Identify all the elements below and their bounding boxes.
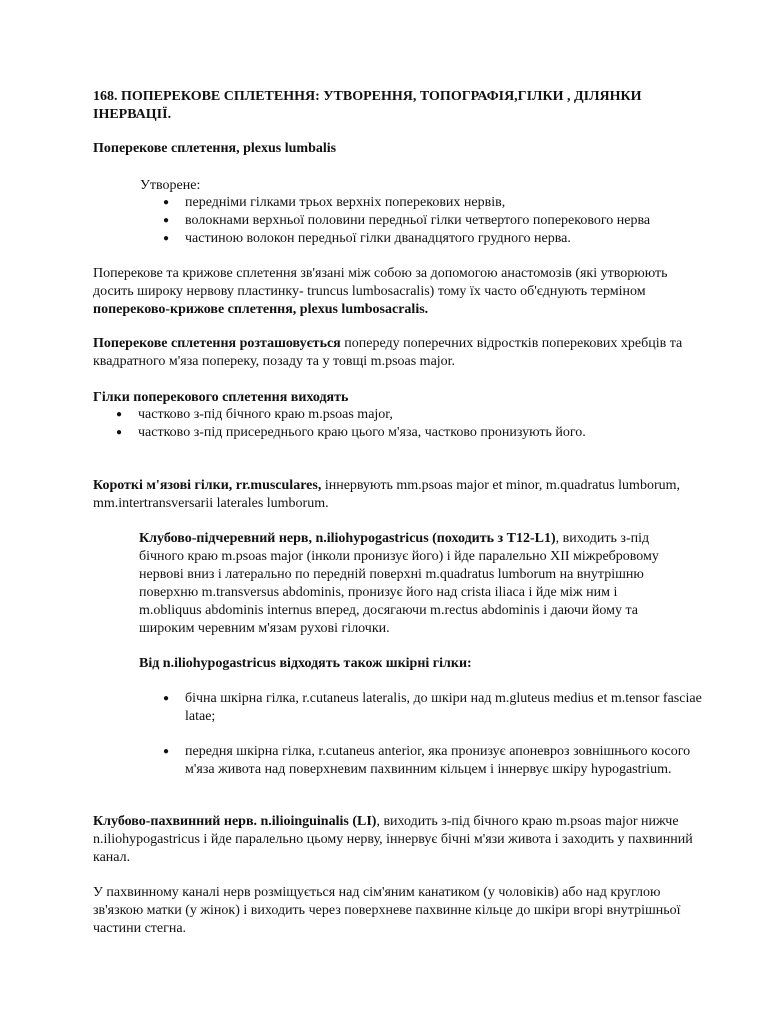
section-subtitle: Поперекове сплетення, plexus lumbalis — [93, 141, 337, 156]
paragraph-text: іннервують mm.psoas major et minor, m.quadratus lumborum, mm.intertransversarii laterales lumborum. — [93, 478, 681, 511]
list-item: ● частиною волокон передньої гілки дванадцятого грудного нерва. — [163, 230, 723, 248]
formed-list — [163, 194, 723, 248]
paragraph-text: Поперекове та крижове сплетення зв'язані між собою за допомогою анастомозів (які утворюють досить широку нервову пластинку- truncus lumbosacralis) тому їх часто об'єднують терміном — [93, 266, 668, 299]
paragraph-ilioinguinal — [93, 813, 693, 867]
skin-branches-heading: Від n.iliohypogastricus відходять також шкірні гілки: — [139, 656, 472, 671]
paragraph-text: , виходить з-під бічного краю m.psoas major нижче n.iliohypogastricus і йде паралельно цьому нерву, іннервує бічні м'язи живота і заходить у пахвинний канал. — [93, 814, 693, 865]
branches-heading: Гілки поперекового сплетення виходять — [93, 390, 349, 405]
paragraph-bold: Клубово-пахвинний нерв. n.ilioinguinalis (LI) — [93, 814, 377, 829]
paragraph-bold: Клубово-підчеревний нерв, n.iliohypogastricus (походить з T12-L1) — [139, 531, 556, 546]
list-item: ● волокнами верхньої половини передньої гілки четвертого поперекового нерва — [163, 212, 723, 230]
paragraph-bold: Короткі м'язові гілки, rr.musculares, — [93, 478, 322, 493]
list-item: ● передніми гілками трьох верхніх поперекових нервів, — [163, 194, 723, 212]
formed-label: Утворене: — [140, 178, 201, 193]
paragraph-iliohypogastric — [139, 530, 679, 638]
branches-list — [116, 406, 716, 442]
list-item: ● бічна шкірна гілка, r.cutaneus lateralis, до шкіри над m.gluteus medius et m.tensor fasciae latae; — [163, 690, 703, 726]
skin-branches-list — [163, 690, 703, 726]
list-item: ● частково з-під бічного краю m.psoas major, — [116, 406, 716, 424]
list-item: ● частково з-під присереднього краю цього м'яза, частково пронизують його. — [116, 424, 716, 442]
paragraph-lumbosacral — [93, 265, 693, 319]
paragraph-bold: Поперекове сплетення розташовується — [93, 336, 341, 351]
list-item: ● передня шкірна гілка, r.cutaneus anterior, яка пронизує апоневроз зовнішнього косого м'яза живота над поверхневим пахвинним кільцем і іннервує шкіру hypogastrium. — [163, 743, 703, 779]
paragraph-location — [93, 335, 693, 371]
paragraph-text: попереду поперечних відростків поперекових хребців та квадратного м'яза попереку, позаду та у товщі m.psoas major. — [93, 336, 683, 369]
paragraph-muscular-branches — [93, 477, 693, 513]
paragraph-bold: попереково-крижове сплетення, plexus lumbosacralis. — [93, 302, 429, 317]
document-title: 168. ПОПЕРЕКОВЕ СПЛЕТЕННЯ: УТВОРЕННЯ, ТОПОГРАФІЯ,ГІЛКИ , ДІЛЯНКИ ІНЕРВАЦІЇ. — [93, 89, 642, 122]
skin-branches-list — [163, 743, 703, 779]
paragraph-text: , виходить з-під бічного краю m.psoas major (інколи пронизує його) і йде паралельно XII міжребровому нервові вниз і латерально по передній поверхні m.quadratus lumborum на внутрішню поверхню m.transversus abdominis, пронизує його над crista iliaca і йде між ним і m.obliquus abdominis internus вперед, досягаючи m.rectus abdominis і даючи йому та широким черевним м'язам рухові гілочки. — [139, 531, 659, 636]
paragraph-inguinal-canal: У пахвинному каналі нерв розміщується над сім'яним канатиком (у чоловіків) або над круглою зв'язкою матки (у жінок) і виходить через поверхневе пахвинне кільце до шкіри вгорі внутрішньої частини стегна. — [93, 885, 681, 936]
